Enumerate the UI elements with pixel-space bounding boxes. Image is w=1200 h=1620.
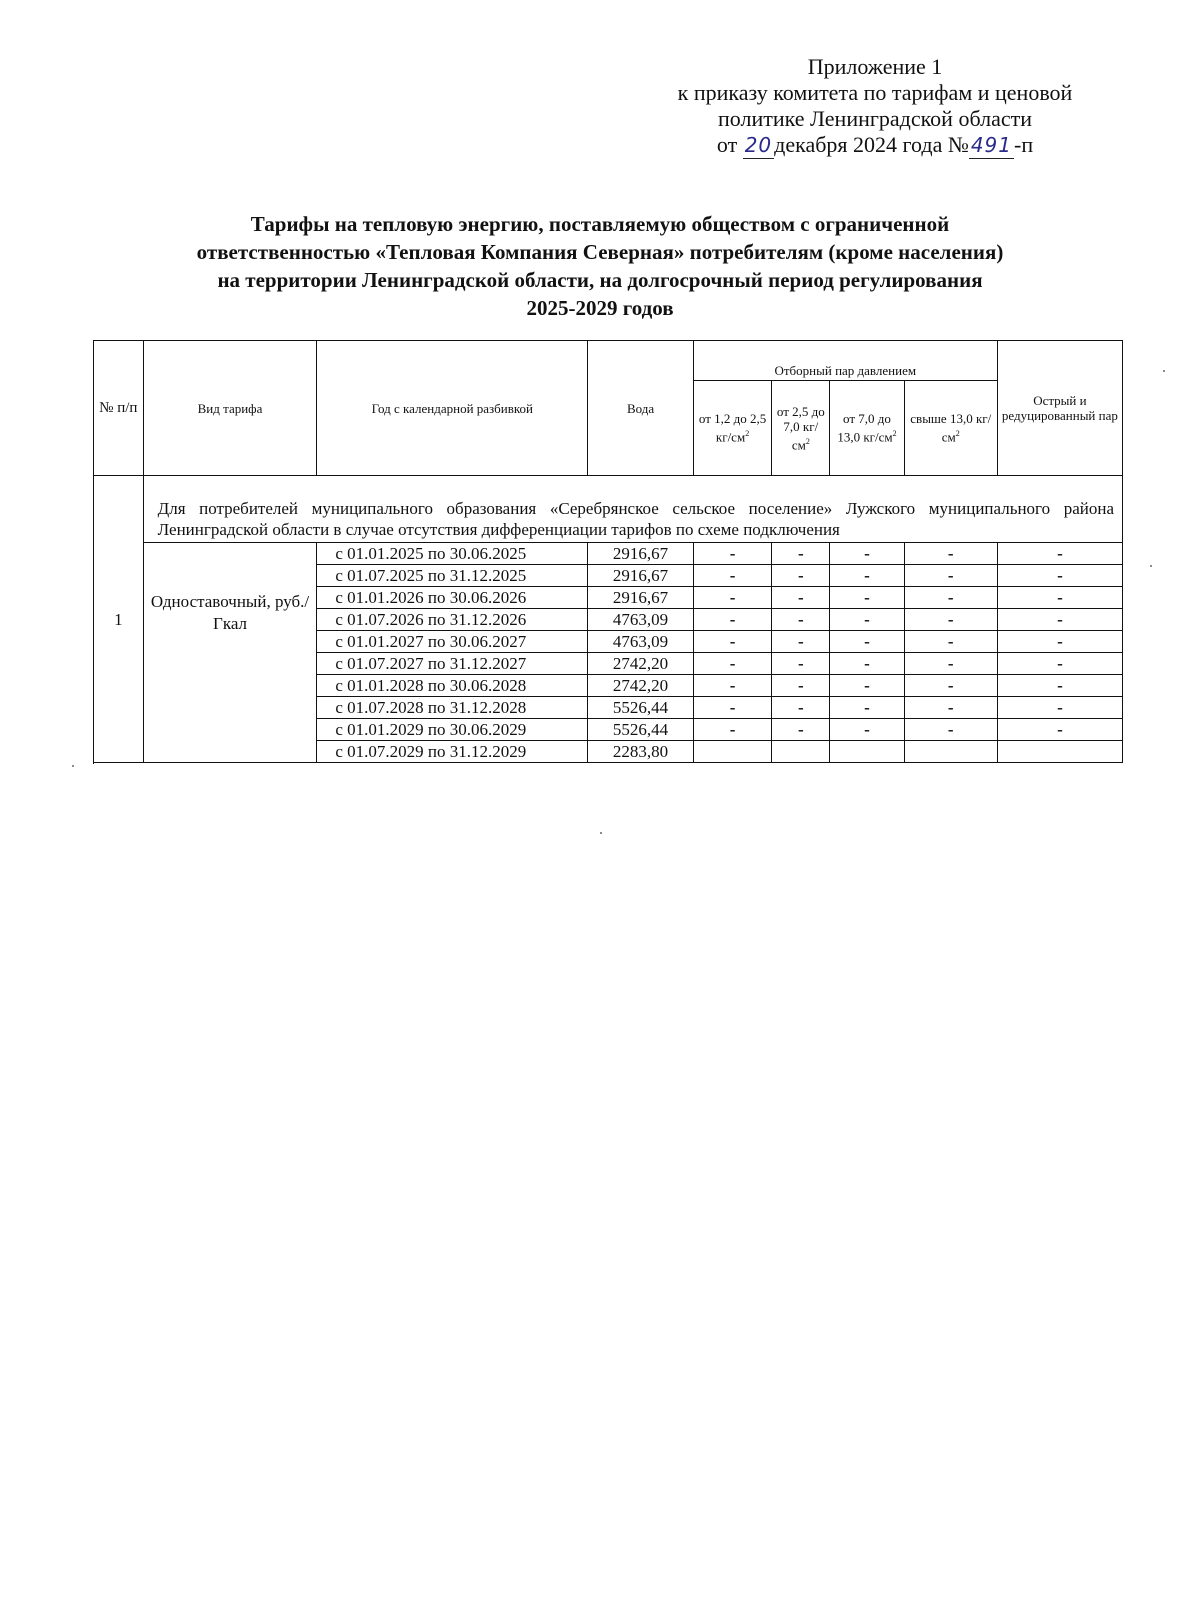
pressure-1-cell: - [693,653,772,675]
annex-date-line [640,132,1110,159]
consumer-description: Для потребителей муниципального образования «Серебрянское сельское поселение» Лужского муниципального района Ленинградской области в случае отсутствия дифференциации тарифов по схеме подключения [143,476,1122,543]
header-pressure-4: свыше 13,0 $кг/см^2$ [904,381,997,476]
tariff-type-name: Одноставочный, руб./Гкал [143,543,317,763]
pressure-1-cell: - [693,675,772,697]
pressure-4-cell: - [904,543,997,565]
table-body [94,476,1123,763]
pressure-1-cell: - [693,719,772,741]
sharp-steam-cell: - [997,631,1122,653]
pressure-2-cell: - [772,653,830,675]
header-year: Год с календарной разбивкой [317,341,588,476]
pressure-3-cell [830,741,904,763]
pressure-2-cell: - [772,587,830,609]
period-cell: с 01.07.2026 по 31.12.2026 [317,609,588,631]
scan-speck [72,765,74,767]
scan-speck [1163,370,1165,372]
period-cell: с 01.07.2028 по 31.12.2028 [317,697,588,719]
sharp-steam-cell [997,741,1122,763]
period-cell: с 01.01.2029 по 30.06.2029 [317,719,588,741]
pressure-3-cell: - [830,675,904,697]
pressure-1-cell: - [693,631,772,653]
row-number: 1 [94,476,144,763]
period-cell: с 01.07.2025 по 31.12.2025 [317,565,588,587]
pressure-4-cell: - [904,719,997,741]
pressure-3-cell: - [830,719,904,741]
handwritten-number: 491 [970,133,1013,157]
pressure-2-cell: - [772,719,830,741]
pressure-4-cell [904,741,997,763]
period-cell: с 01.01.2025 по 30.06.2025 [317,543,588,565]
header-steam-group: Отборный пар давлением [693,341,997,381]
title-line-1: Тарифы на тепловую энергию, поставляемую обществом с ограниченной [250,212,950,236]
document-title [120,210,1080,322]
annex-date-middle: декабря 2024 года № [774,132,969,157]
water-cell: 2916,67 [588,565,693,587]
period-cell: с 01.01.2026 по 30.06.2026 [317,587,588,609]
pressure-1-cell: - [693,543,772,565]
sharp-steam-cell: - [997,565,1122,587]
pressure-4-cell: - [904,675,997,697]
water-cell: 2916,67 [588,587,693,609]
period-cell: с 01.07.2029 по 31.12.2029 [317,741,588,763]
annex-title: Приложение 1 [807,54,943,79]
pressure-2-cell: - [772,631,830,653]
annex-header [640,54,1110,159]
pressure-1-cell [693,741,772,763]
water-cell: 2742,20 [588,653,693,675]
sharp-steam-cell: - [997,675,1122,697]
pressure-2-cell: - [772,565,830,587]
annex-date-prefix: от [716,132,738,157]
scan-speck [1150,565,1152,567]
pressure-3-cell: - [830,697,904,719]
scan-speck [600,832,602,834]
pressure-2-cell [772,741,830,763]
pressure-1-cell: - [693,565,772,587]
period-cell: с 01.07.2027 по 31.12.2027 [317,653,588,675]
sharp-steam-cell: - [997,543,1122,565]
water-cell: 4763,09 [588,631,693,653]
header-num: № п/п [94,341,144,476]
pressure-3-cell: - [830,587,904,609]
title-line-3: на территории Ленинградской области, на долгосрочный период регулирования [217,268,983,292]
annex-order-line: к приказу комитета по тарифам и ценовой [677,80,1073,105]
header-pressure-3: от 7,0 до 13,0 $кг/см^2$ [830,381,904,476]
pressure-1-cell: - [693,609,772,631]
header-pressure-1: от 1,2 до 2,5 $кг/см^2$ [693,381,772,476]
pressure-1-cell: - [693,587,772,609]
period-cell: с 01.01.2028 по 30.06.2028 [317,675,588,697]
pressure-3-cell: - [830,653,904,675]
title-line-4: 2025-2029 годов [526,296,674,320]
pressure-4-cell: - [904,697,997,719]
water-cell: 2742,20 [588,675,693,697]
annex-committee-line: политике Ленинградской области [717,106,1032,131]
water-cell: 2916,67 [588,543,693,565]
pressure-4-cell: - [904,587,997,609]
handwritten-day: 20 [744,133,773,157]
pressure-4-cell: - [904,565,997,587]
pressure-2-cell: - [772,697,830,719]
pressure-3-cell: - [830,631,904,653]
period-cell: с 01.01.2027 по 30.06.2027 [317,631,588,653]
table-row [94,543,1123,565]
pressure-4-cell: - [904,653,997,675]
table-header [94,341,1123,476]
header-water: Вода [588,341,693,476]
water-cell: 4763,09 [588,609,693,631]
sharp-steam-cell: - [997,697,1122,719]
pressure-2-cell: - [772,675,830,697]
pressure-3-cell: - [830,609,904,631]
pressure-4-cell: - [904,631,997,653]
sharp-steam-cell: - [997,719,1122,741]
annex-number-suffix: -п [1014,132,1034,157]
water-cell: 2283,80 [588,741,693,763]
header-sharp-steam: Острый и редуцированный пар [997,341,1122,476]
sharp-steam-cell: - [997,653,1122,675]
header-pressure-2: от 2,5 до 7,0 $кг/см^2$ [772,381,830,476]
header-tariff-type: Вид тарифа [143,341,317,476]
pressure-3-cell: - [830,565,904,587]
title-line-2: ответственностью «Тепловая Компания Северная» потребителям (кроме населения) [196,240,1004,264]
sharp-steam-cell: - [997,587,1122,609]
pressure-3-cell: - [830,543,904,565]
pressure-4-cell: - [904,609,997,631]
sharp-steam-cell: - [997,609,1122,631]
pressure-2-cell: - [772,543,830,565]
water-cell: 5526,44 [588,719,693,741]
pressure-1-cell: - [693,697,772,719]
water-cell: 5526,44 [588,697,693,719]
pressure-2-cell: - [772,609,830,631]
tariff-table [93,340,1123,763]
